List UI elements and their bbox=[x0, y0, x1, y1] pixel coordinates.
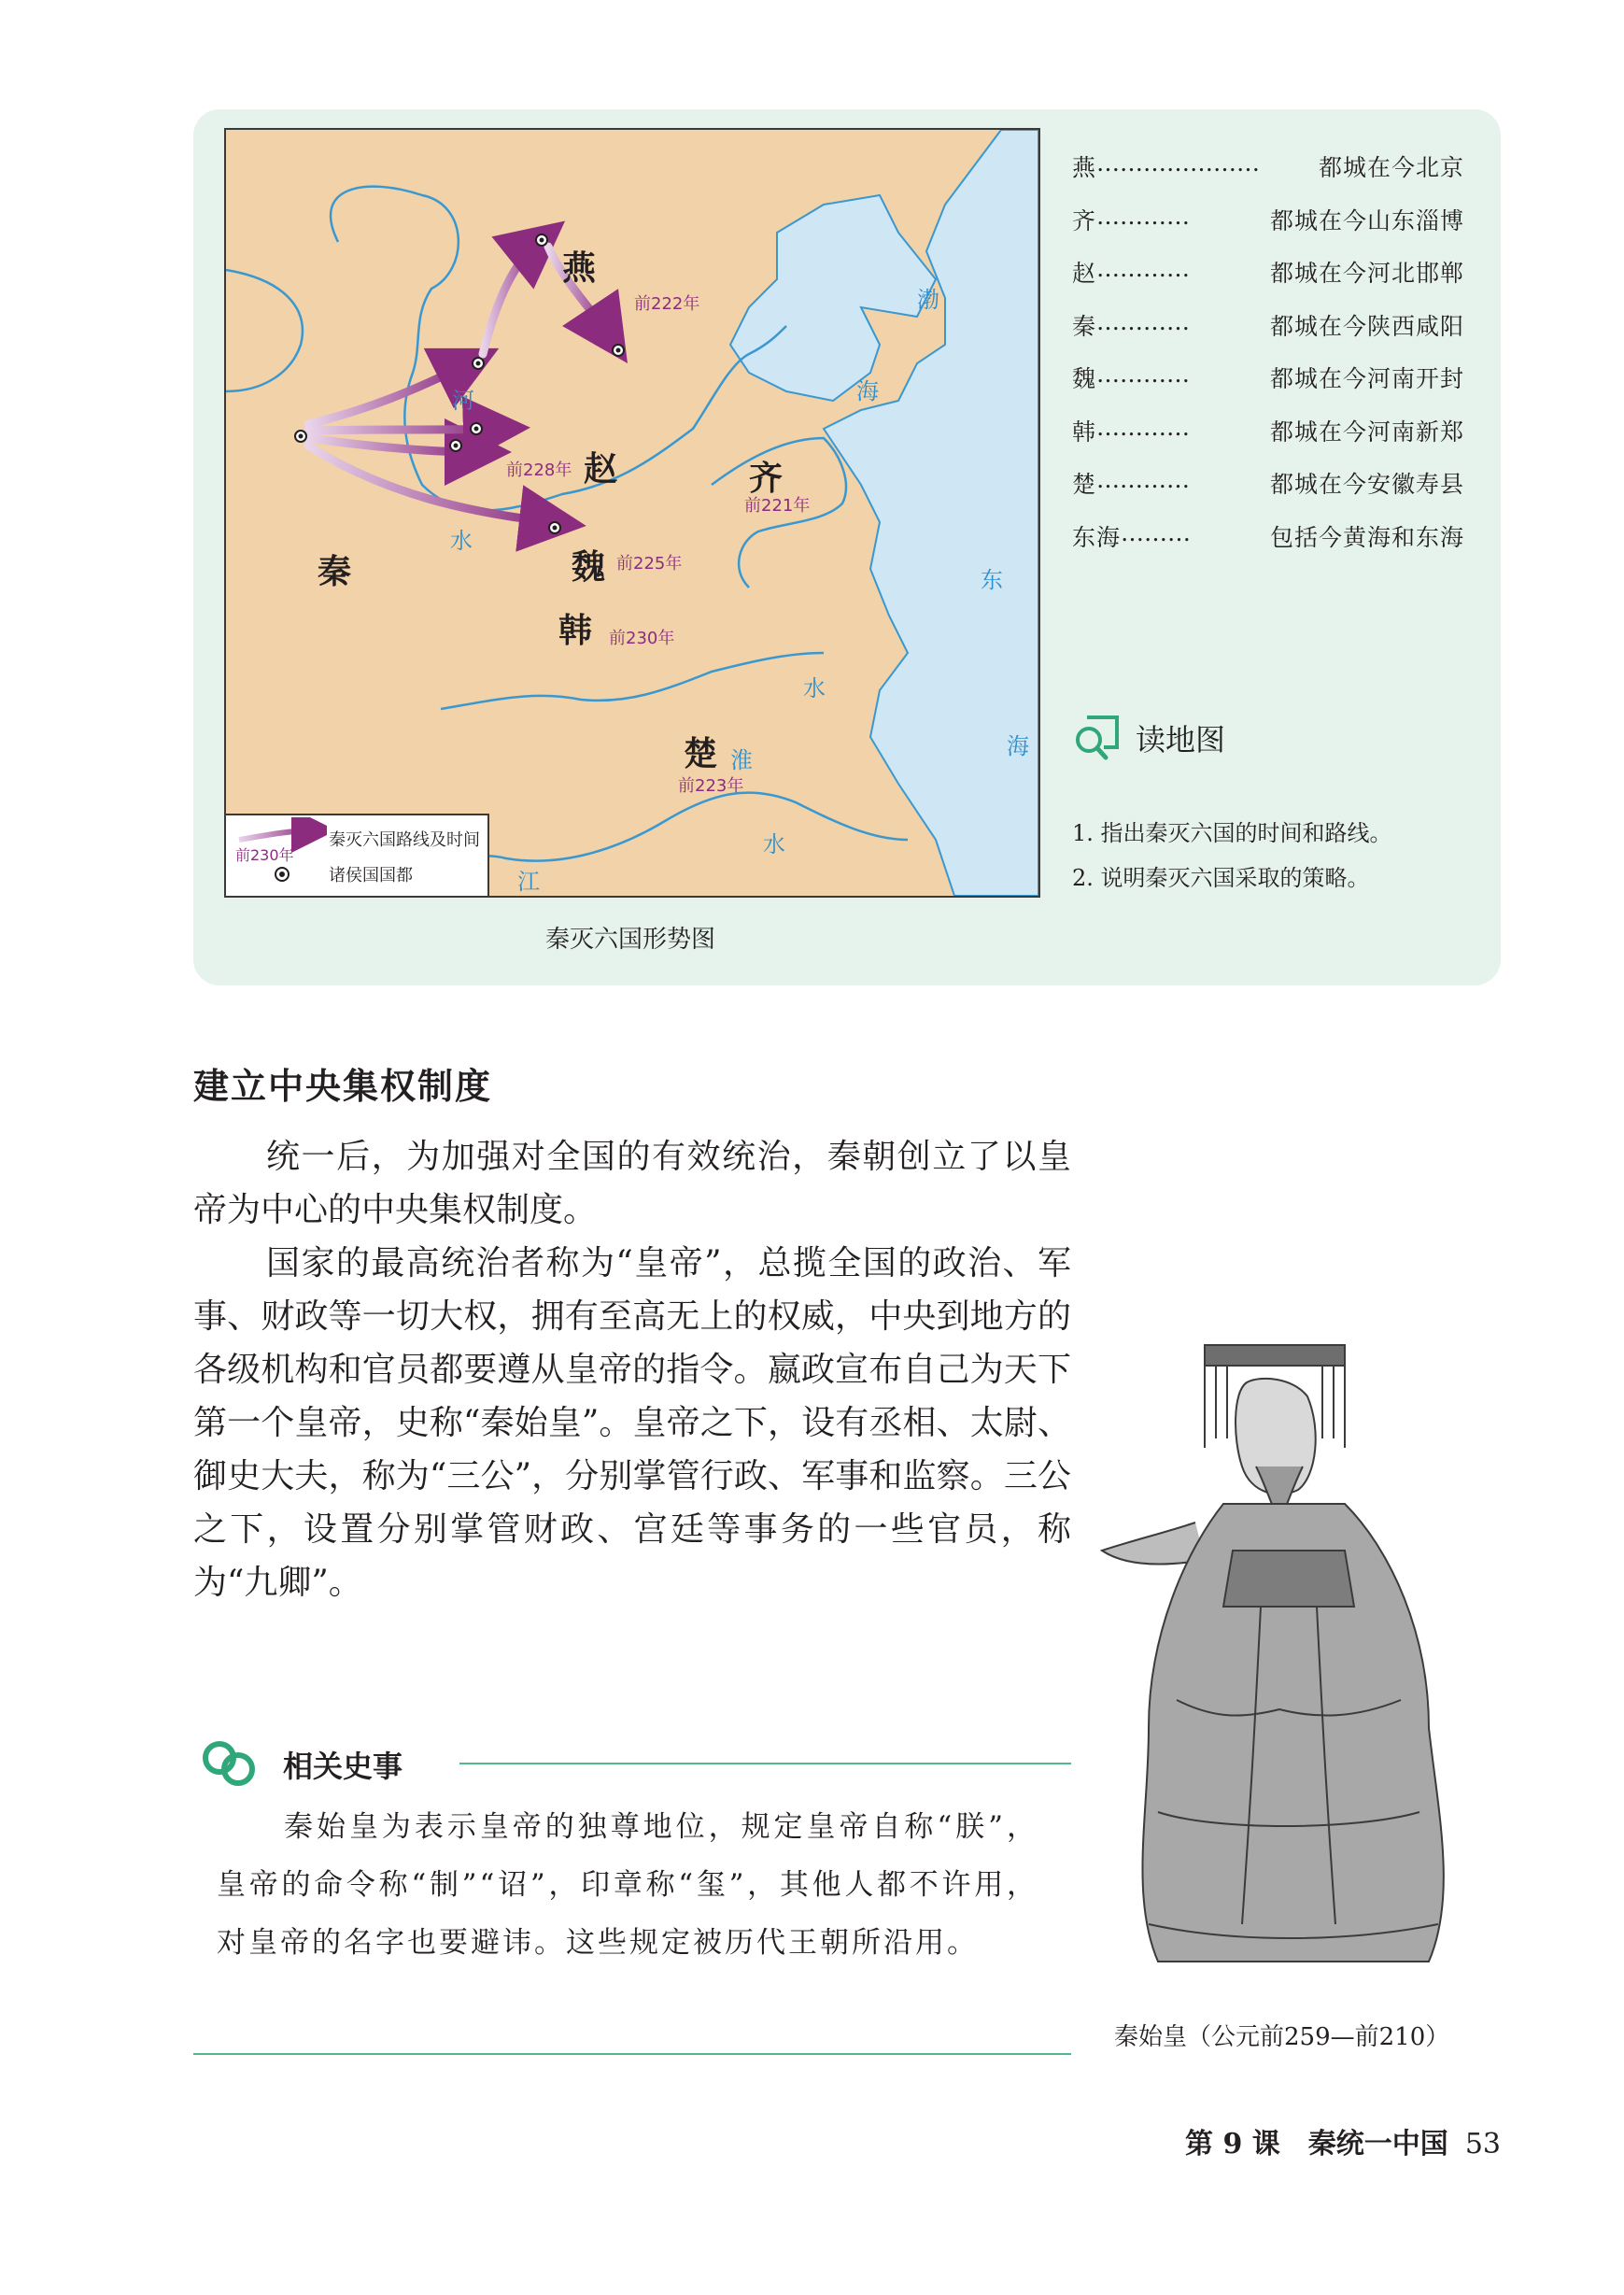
read-map-questions bbox=[1072, 811, 1392, 900]
map-key-list bbox=[1072, 149, 1464, 572]
qin-shihuang-portrait bbox=[1093, 1326, 1504, 1980]
place-qin: 秦 bbox=[318, 552, 352, 591]
portrait-caption: 秦始皇（公元前259—前210） bbox=[1114, 2023, 1450, 2051]
key-row: 东海 ……… 包括今黄海和东海 bbox=[1072, 518, 1464, 551]
label-shui-huai: 水 bbox=[803, 675, 826, 701]
label-shui-yellow: 水 bbox=[450, 528, 473, 554]
label-hai-donghai: 海 bbox=[1007, 733, 1029, 759]
related-paragraph: 秦始皇为表示皇帝的独尊地位，规定皇帝自称“朕”，皇帝的命令称“制”“诏”，印章称“玺”，其他人都不许用，对皇帝的名字也要避讳。这些规定被历代王朝所沿用。 bbox=[217, 1810, 1038, 1960]
route-to-zhao bbox=[308, 363, 469, 424]
read-map-heading bbox=[1070, 714, 1225, 762]
map-caption: 秦灭六国形势图 bbox=[544, 926, 715, 954]
related-history-heading bbox=[193, 1735, 1071, 1792]
paragraph: 统一后，为加强对全国的有效统治，秦朝创立了以皇帝为中心的中央集权制度。 bbox=[193, 1138, 1071, 1229]
legend-route-year: 前230年 bbox=[235, 846, 294, 864]
legend-capital-icon bbox=[275, 867, 289, 882]
year-han: 前230年 bbox=[609, 629, 675, 648]
label-jiang: 江 bbox=[517, 869, 540, 895]
year-yan: 前222年 bbox=[634, 294, 700, 314]
lesson-title: 第 9 课 秦统一中国 bbox=[1185, 2128, 1448, 2160]
yellow-river-upper bbox=[226, 270, 303, 391]
body-text bbox=[193, 1130, 1071, 1609]
label-bo: 渤 bbox=[917, 287, 939, 313]
page-footer bbox=[1185, 2120, 1501, 2161]
related-history-title: 相关史事 bbox=[283, 1749, 403, 1784]
year-wei: 前225年 bbox=[616, 554, 683, 574]
year-qi: 前221年 bbox=[744, 496, 811, 516]
label-shui-lower: 水 bbox=[763, 831, 785, 857]
key-row: 赵 ………… 都城在今河北邯郸 bbox=[1072, 255, 1464, 287]
place-wei: 魏 bbox=[572, 547, 606, 587]
key-row: 楚 ………… 都城在今安徽寿县 bbox=[1072, 466, 1464, 498]
related-bottom-rule bbox=[193, 2053, 1071, 2055]
route-to-wei bbox=[308, 429, 497, 431]
place-zhao: 赵 bbox=[584, 449, 618, 489]
key-row: 韩 ………… 都城在今河南新郑 bbox=[1072, 413, 1464, 446]
label-dong: 东 bbox=[981, 567, 1003, 593]
key-row: 齐 ………… 都城在今山东淄博 bbox=[1072, 202, 1464, 234]
paragraph: 国家的最高统治者称为“皇帝”，总揽全国的政治、军事、财政等一切大权，拥有至高无上的权威，中央到地方的各级机构和官员都要遵从皇帝的指令。嬴政宣布自己为天下第一个皇帝，史称“秦始皇”。皇帝之下，设有丞相、太尉、御史大夫，称为“三公”，分别掌管行政、军事和监察。三公之下，设置分别掌管财政、宫廷等事务的一些官员，称为“九卿”。 bbox=[193, 1244, 1071, 1602]
page-number: 53 bbox=[1464, 2128, 1501, 2160]
year-chu: 前223年 bbox=[678, 776, 744, 796]
section-title: 建立中央集权制度 bbox=[193, 1066, 493, 1107]
question-item: 1. 指出秦灭六国的时间和路线。 bbox=[1072, 820, 1392, 846]
magnifier-icon bbox=[1070, 714, 1123, 762]
legend-route-label: 秦灭六国路线及时间 bbox=[329, 830, 480, 850]
key-row: 燕 ………………… 都城在今北京 bbox=[1072, 149, 1464, 181]
map-legend bbox=[226, 814, 489, 896]
year-zhao: 前228年 bbox=[506, 460, 572, 480]
place-chu: 楚 bbox=[684, 734, 718, 773]
related-history-icon bbox=[197, 1735, 272, 1792]
read-map-title: 读地图 bbox=[1136, 722, 1226, 758]
question-item: 2. 说明秦灭六国采取的策略。 bbox=[1072, 865, 1370, 891]
label-huai: 淮 bbox=[730, 747, 753, 773]
map-drawing bbox=[226, 130, 1038, 896]
place-han: 韩 bbox=[558, 611, 593, 650]
route-to-yan bbox=[483, 242, 539, 354]
related-history-text bbox=[217, 1798, 1038, 1972]
label-hai-bohai: 海 bbox=[856, 378, 879, 404]
place-yan: 燕 bbox=[562, 248, 597, 288]
related-history-rule bbox=[459, 1763, 1071, 1764]
key-row: 魏 ………… 都城在今河南开封 bbox=[1072, 361, 1464, 392]
huai-river bbox=[441, 653, 824, 709]
legend-capital-label: 诸侯国国都 bbox=[329, 866, 413, 885]
map-figure bbox=[224, 128, 1040, 898]
label-he: 河 bbox=[452, 388, 474, 414]
place-qi: 齐 bbox=[749, 459, 784, 498]
key-row: 秦 ………… 都城在今陕西咸阳 bbox=[1072, 307, 1464, 340]
